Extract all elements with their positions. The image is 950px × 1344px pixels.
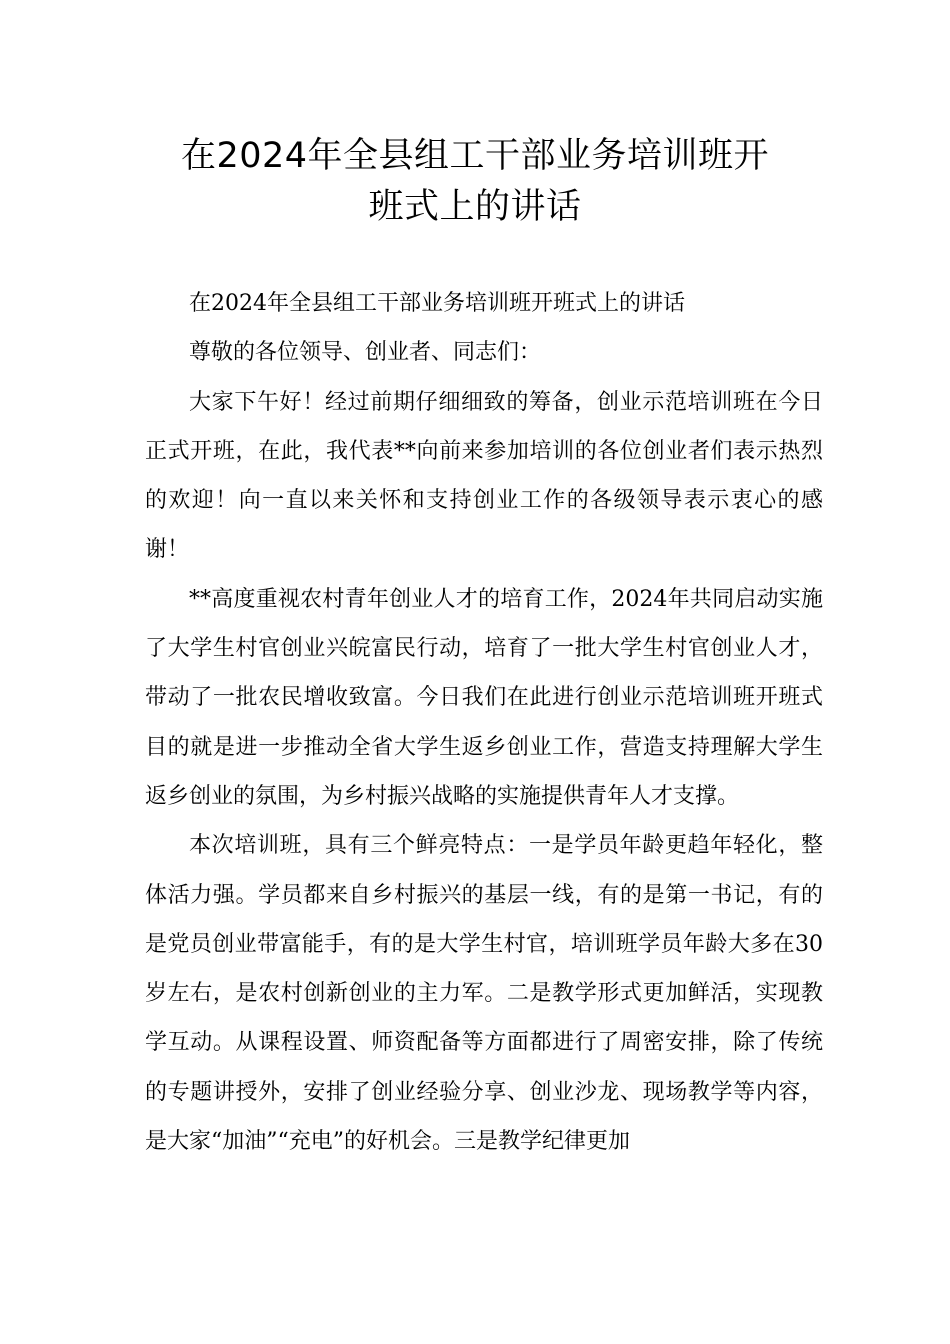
document-title-line-1: 在2024年全县组工干部业务培训班开 [180, 136, 770, 176]
document-body [145, 279, 823, 1166]
speech-heading-paragraph: 在2024年全县组工干部业务培训班开班式上的讲话 [189, 291, 685, 316]
background-paragraph: **高度重视农村青年创业人才的培育工作，2024年共同启动实施了大学生村官创业兴皖富民行动，培育了一批大学生村官创业人才，带动了一批农民增收致富。今日我们在此进行创业示范培训班开班式目的就是进一步推动全省大学生返乡创业工作，营造支持理解大学生返乡创业的氛围，为乡村振兴战略的实施提供青年人才支撑。 [145, 586, 823, 809]
welcome-paragraph: 大家下午好！经过前期仔细细致的筹备，创业示范培训班在今日正式开班，在此，我代表**向前来参加培训的各位创业者们表示热烈的欢迎！向一直以来关怀和支持创业工作的各级领导表示衷心的感谢！ [145, 389, 823, 563]
document-title-line-2: 班式上的讲话 [368, 187, 582, 227]
features-paragraph: 本次培训班，具有三个鲜亮特点：一是学员年龄更趋年轻化，整体活力强。学员都来自乡村振兴的基层一线，有的是第一书记，有的是党员创业带富能手，有的是大学生村官，培训班学员年龄大多在30岁左右，是农村创新创业的主力军。二是教学形式更加鲜活，实现教学互动。从课程设置、师资配备等方面都进行了周密安排，除了传统的专题讲授外，安排了创业经验分享、创业沙龙、现场教学等内容，是大家“加油”“充电”的好机会。三是教学纪律更加 [145, 833, 823, 1155]
salutation-paragraph: 尊敬的各位领导、创业者、同志们： [189, 340, 542, 366]
